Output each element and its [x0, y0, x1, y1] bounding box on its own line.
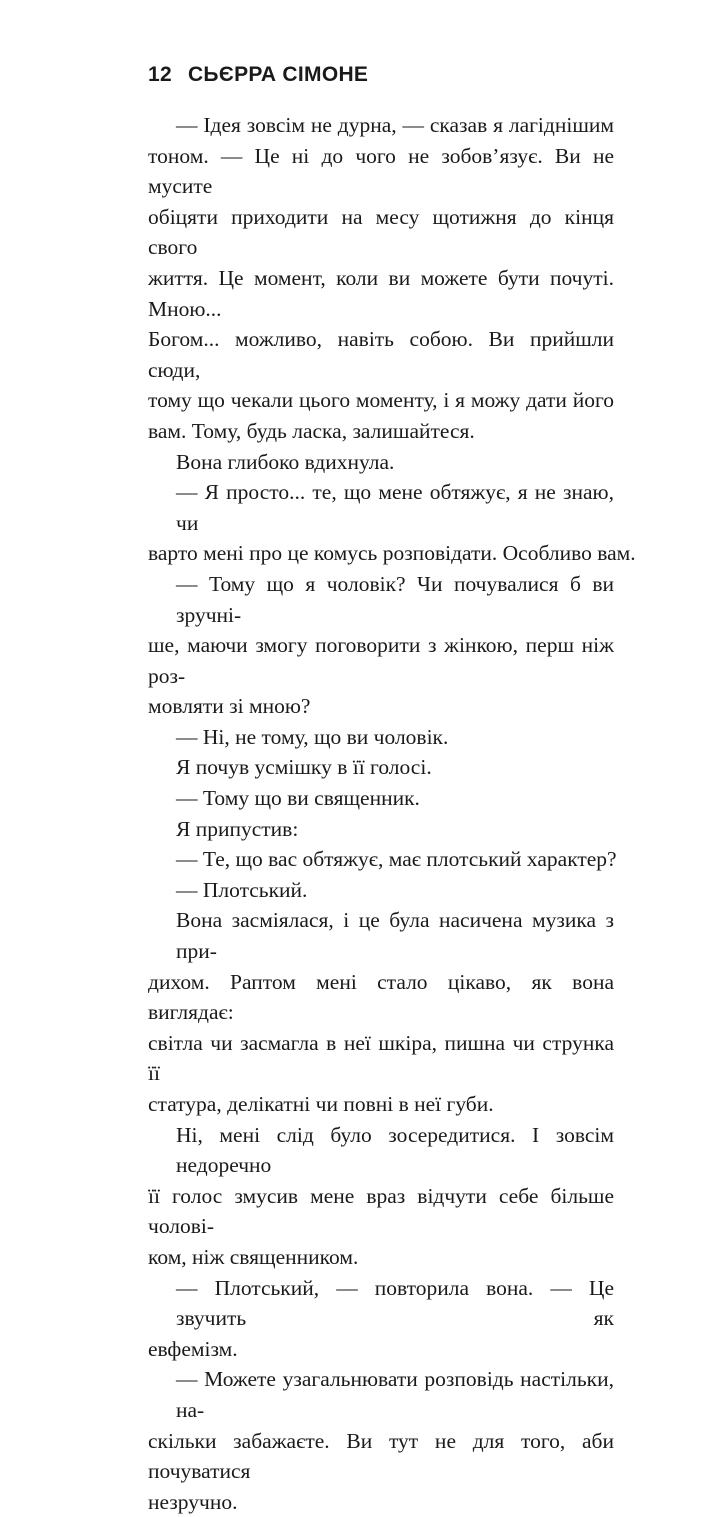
paragraph	[148, 783, 614, 814]
paragraph	[148, 447, 614, 478]
running-head	[148, 63, 368, 87]
text-line: скільки забажаєте. Ви тут не для того, аби почуватися	[148, 1428, 614, 1484]
paragraph	[148, 110, 614, 447]
author-name: СЬЄРРА СІМОНЕ	[187, 63, 369, 86]
text-line: — Тому що ви священник.	[176, 786, 420, 811]
text-line: життя. Це момент, коли ви можете бути почуті. Мною...	[148, 265, 614, 321]
text-line: вам. Тому, будь ласка, залишайтеся.	[148, 418, 475, 443]
text-line: Я почув усмішку в її голосі.	[176, 755, 432, 780]
text-line: тоном. — Це ні до чого не зобов’язує. Ви не мусите	[148, 143, 614, 199]
text-line: Ні, мені слід було зосередитися. І зовсім недоречно	[176, 1122, 614, 1178]
text-line: мовляти зі мною?	[148, 694, 311, 719]
text-line: Я припустив:	[176, 816, 299, 841]
text-line: евфемізм.	[148, 1336, 238, 1361]
paragraph	[148, 477, 636, 569]
paragraph	[148, 1364, 614, 1517]
text-line: обіцяти приходити на месу щотижня до кінця свого	[148, 204, 614, 260]
text-line: — Тому що я чоловік? Чи почувалися б ви зручні-	[176, 571, 614, 627]
text-line: дихом. Раптом мені стало цікаво, як вона виглядає:	[148, 969, 614, 1025]
text-line: — Те, що вас обтяжує, має плотський характер?	[176, 847, 617, 872]
page-number: 12	[148, 63, 172, 86]
text-line: — Ні, не тому, що ви чоловік.	[176, 724, 449, 749]
text-line: Богом... можливо, навіть собою. Ви прийшли сюди,	[148, 327, 614, 382]
body-text	[148, 110, 636, 1517]
text-line: статура, делікатні чи повні в неї губи.	[148, 1092, 494, 1116]
paragraph	[148, 722, 614, 753]
paragraph	[148, 569, 614, 722]
paragraph	[148, 1273, 614, 1365]
text-line: ше, маючи змогу поговорити з жінкою, перш ніж роз-	[148, 633, 614, 688]
text-line: світла чи засмагла в неї шкіра, пишна чи струнка її	[148, 1030, 614, 1086]
paragraph	[148, 752, 614, 783]
text-line: — Ідея зовсім не дурна, — сказав я лагіднішим	[176, 113, 614, 137]
paragraph	[148, 905, 614, 1119]
text-line: — Я просто... те, що мене обтяжує, я не знаю, чи	[176, 480, 614, 535]
paragraph	[148, 814, 614, 845]
text-line: Вона глибоко вдихнула.	[176, 449, 395, 474]
text-line: її голос змусив мене враз відчути себе більше чолові-	[148, 1183, 614, 1239]
text-line: Вона засміялася, і це була насичена музика з при-	[176, 908, 614, 964]
text-line: — Плотський, — повторила вона. — Це звучить як	[176, 1275, 614, 1331]
text-line: варто мені про це комусь розповідати. Особливо вам.	[148, 541, 636, 566]
text-line: ком, ніж священником.	[148, 1244, 359, 1269]
paragraph	[148, 1120, 614, 1273]
text-line: незручно.	[148, 1489, 238, 1514]
paragraph	[148, 875, 614, 906]
text-line: — Можете узагальнювати розповідь настільки, на-	[176, 1367, 614, 1422]
text-line: тому що чекали цього моменту, і я можу дати його	[148, 388, 614, 413]
paragraph	[148, 844, 617, 875]
text-line: — Плотський.	[176, 877, 308, 902]
